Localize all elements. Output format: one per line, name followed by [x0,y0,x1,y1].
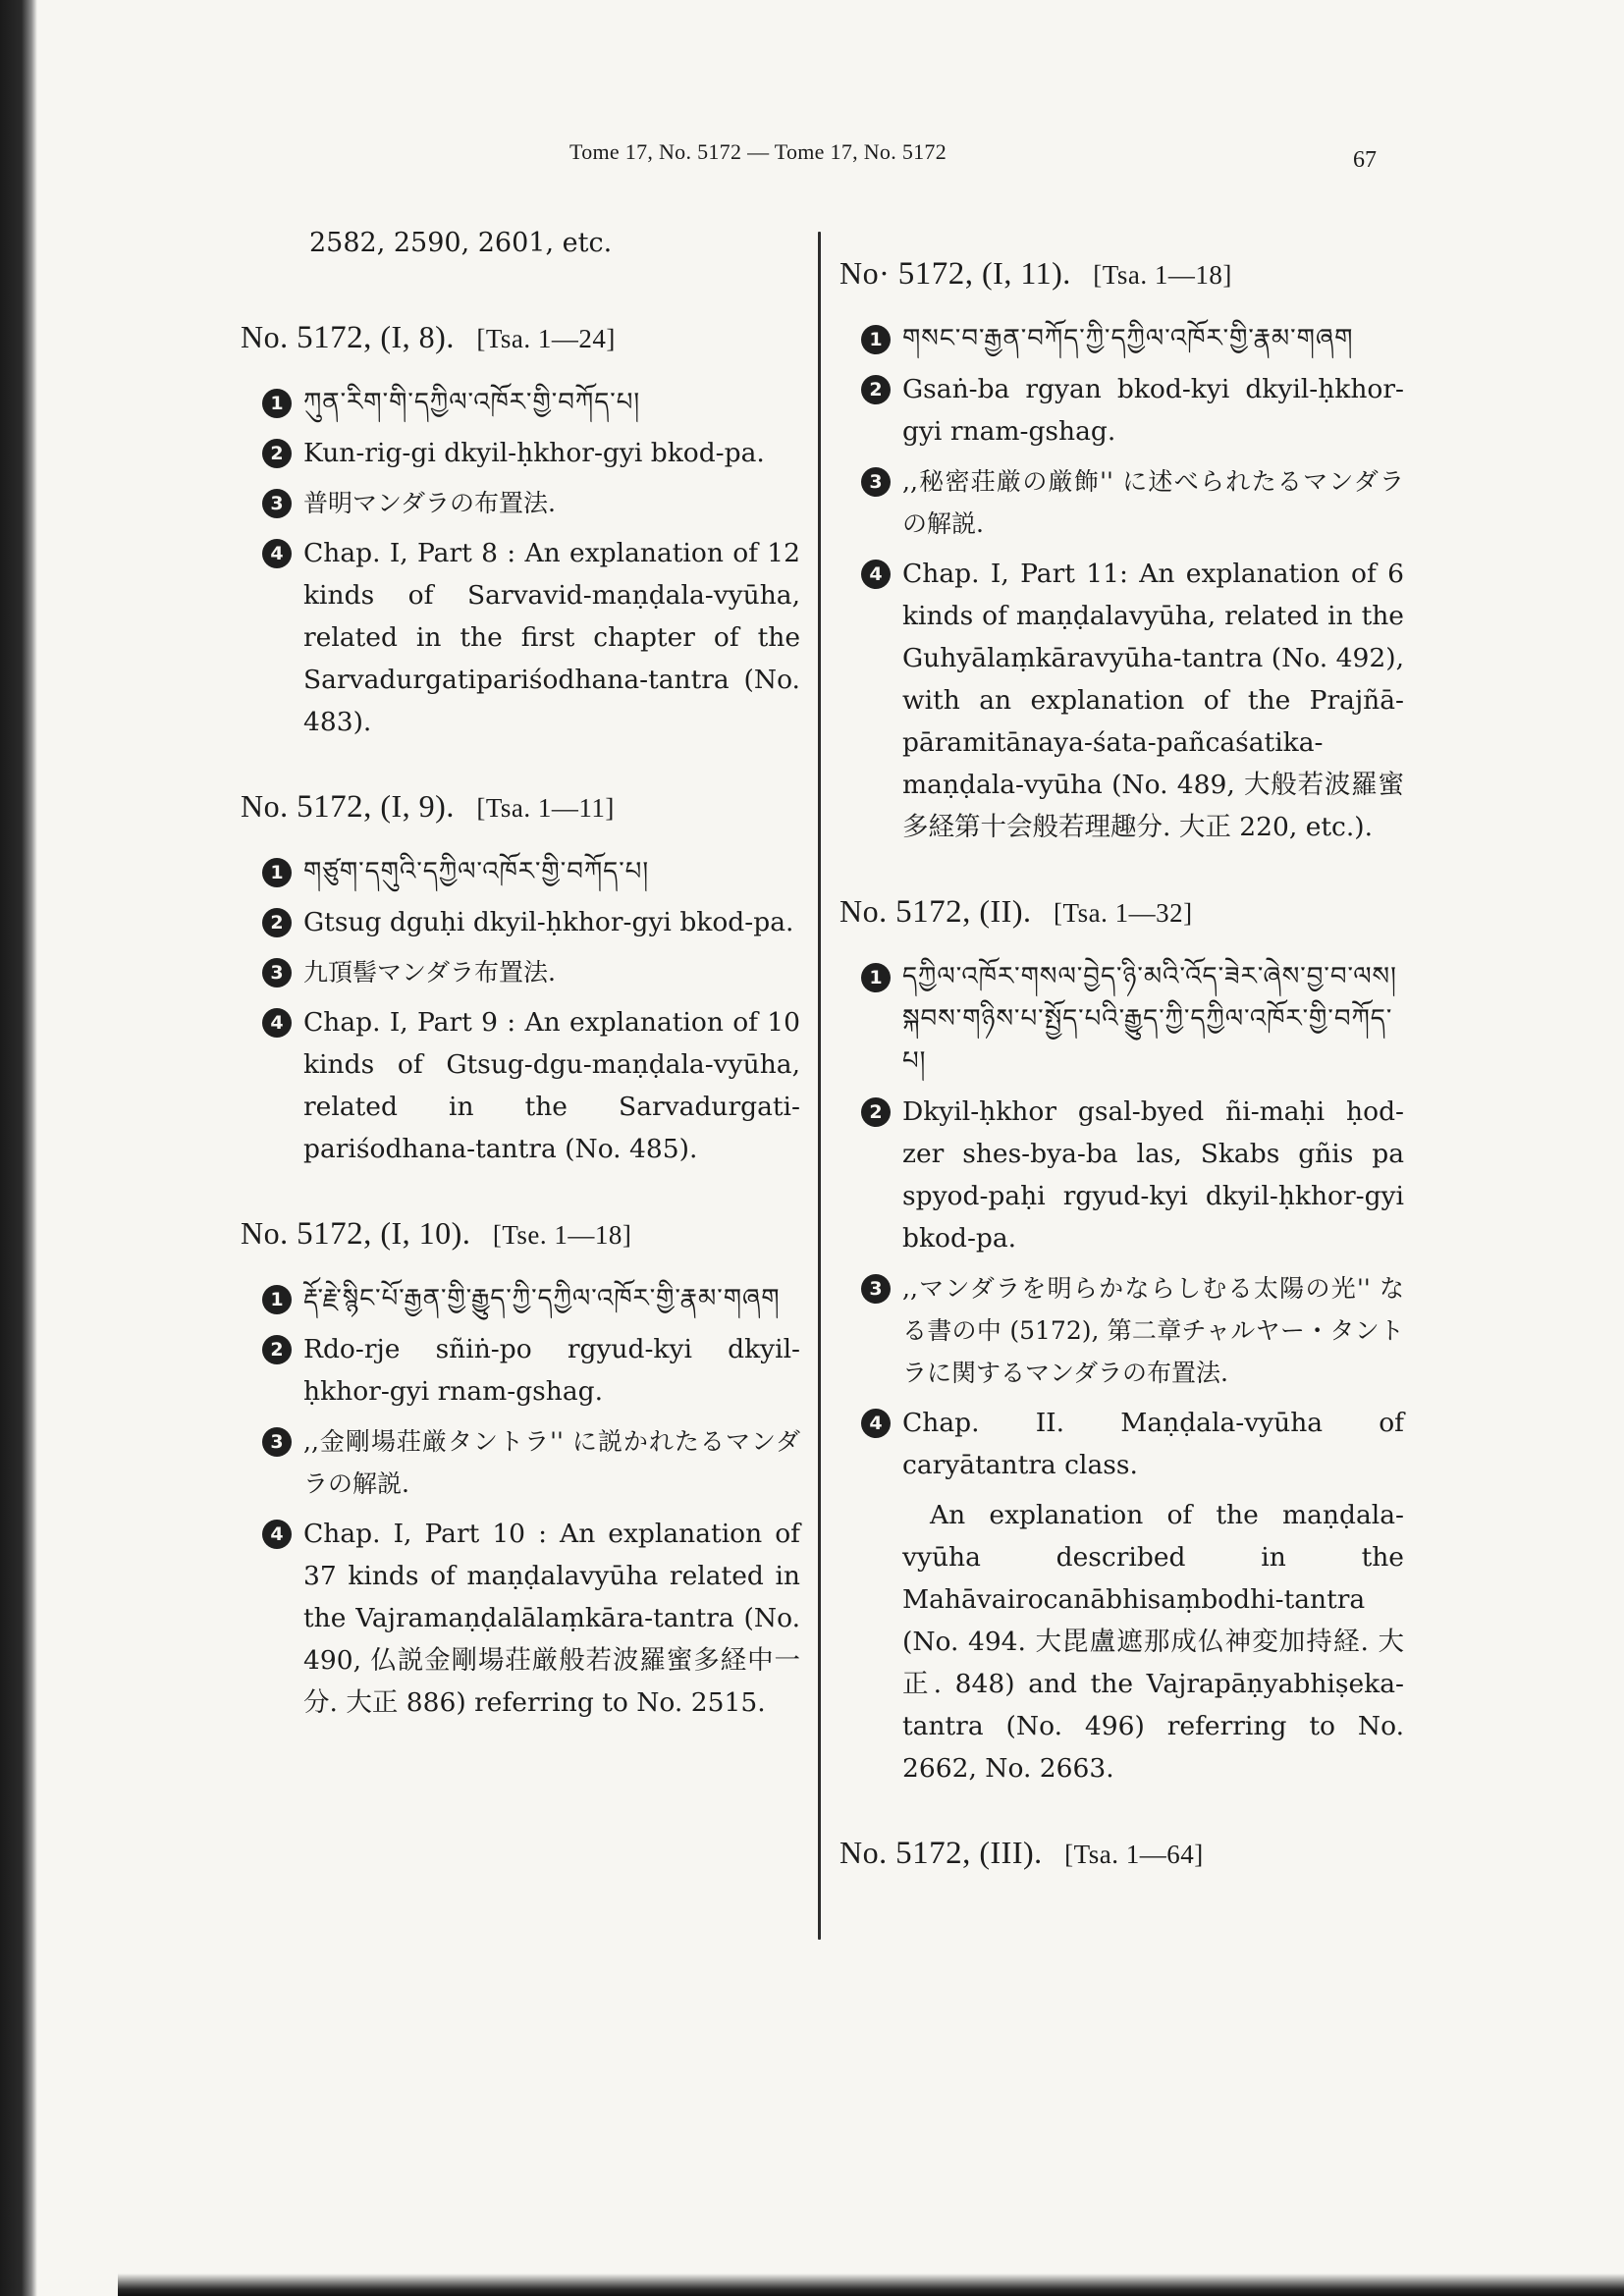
circled-number-marker: 1 [861,325,891,354]
circled-number-marker: 4 [861,1409,891,1438]
item-text: ,,マンダラを明らかならしむる太陽の光'' なる書の中 (5172), 第二章チャルヤー・タントラに関するマンダラの布置法. [902,1274,1404,1387]
entry-number: 5172, [297,1216,372,1252]
catalog-entry [839,893,1404,1789]
entry-no-label: No. [241,319,289,354]
entry-item [241,851,800,893]
entry-reference: [Tsa. 1—11] [476,793,615,823]
entry-item [241,1420,800,1505]
entry-number: 5172, [297,789,372,825]
entry-item [241,532,800,743]
entry-item [241,901,800,943]
entry-subsection: (I, 8). [380,319,455,354]
entry-item [241,951,800,993]
circled-number-marker: 2 [262,1335,292,1364]
entry-number: 5172, [895,1836,971,1871]
catalog-entry [241,1215,800,1724]
entry-reference: [Tsa. 1—32] [1053,898,1193,928]
entry-no-label: No. [241,1215,289,1251]
circled-number-marker: 3 [861,1274,891,1304]
entry-item [241,1328,800,1413]
entry-number: 5172, [897,256,974,292]
item-text: Rdo-rje sñiṅ-po rgyud-kyi dkyil-ḥkhor-gyi rnam-gshag. [303,1334,800,1407]
circled-number-marker: 2 [861,375,891,404]
circled-number-marker: 2 [861,1097,891,1127]
catalog-entry [839,1835,1404,1872]
continued-references: 2582, 2590, 2601, etc. [309,228,613,258]
left-column [241,228,800,1769]
entry-heading [839,255,1404,293]
tibetan-title: རྡོ་རྗེ་སྙིང་པོ་རྒྱན་གྱི་རྒྱུད་ཀྱི་དཀྱིལ་འཁོར་གྱི་རྣམ་གཞག [303,1284,781,1313]
item-text: Chap. I, Part 10 : An explanation of 37 kinds of maṇḍalavyūha related in the Vajramaṇḍalālaṃkāra-tantra (No. 490, 仏説金剛場荘厳般若波羅蜜多経中一分. 大正 886) referring to No. 2515. [303,1519,800,1718]
catalog-entry [241,788,800,1170]
entry-no-label: No. [241,788,289,824]
page-number: 67 [1353,147,1377,173]
entry-number: 5172, [297,320,372,355]
circled-number-marker: 3 [262,1427,292,1457]
column-divider [818,232,821,1940]
entry-number: 5172, [895,894,971,930]
circled-number-marker: 4 [262,1520,292,1549]
entry-item [839,318,1404,360]
entry-reference: [Tse. 1—18] [492,1220,632,1250]
entry-item [839,1091,1404,1259]
entry-item [241,482,800,524]
circled-number-marker: 4 [262,1008,292,1038]
entry-no-label: No· [839,255,891,291]
tibetan-title: ཀུན་རིག་གི་དཀྱིལ་འཁོར་གྱི་བཀོད་པ། [303,388,641,417]
entry-subsection: (III). [979,1835,1043,1870]
item-text: 普明マンダラの布置法. [303,489,556,517]
circled-number-marker: 2 [262,439,292,468]
circled-number-marker: 1 [262,1285,292,1314]
entry-heading [839,893,1404,931]
right-column [839,255,1404,1917]
entry-description: An explanation of the maṇḍala-vyūha described in the Mahāvairocanābhisaṃbodhi-tantra (No. 494. 大毘盧遮那成仏神変加持経. 大正. 848) and the Vajrapāṇyabhiṣeka-tantra (No. 496) referring to No. 2662, No. 2663. [902,1500,1404,1784]
circled-number-marker: 1 [262,389,292,418]
catalog-entry [241,319,800,743]
scan-edge-shadow [0,0,37,2296]
running-title: Tome 17, No. 5172 — Tome 17, No. 5172 [569,139,947,164]
item-text: ,,金剛場荘厳タントラ'' に説かれたるマンダラの解説. [303,1427,800,1498]
item-text: Dkyil-ḥkhor gsal-byed ñi-maḥi ḥod-zer shes-bya-ba las, Skabs gñis pa spyod-paḥi rgyud-kyi dkyil-ḥkhor-gyi bkod-pa. [902,1096,1404,1254]
circled-number-marker: 4 [262,539,292,568]
item-text: Gsaṅ-ba rgyan bkod-kyi dkyil-ḥkhor-gyi rnam-gshag. [902,374,1404,447]
entry-subsection: (I, 9). [380,788,455,824]
entry-reference: [Tsa. 1—24] [476,324,616,353]
entry-item [839,460,1404,545]
circled-number-marker: 2 [262,908,292,937]
entry-item [241,1513,800,1724]
entry-subsection: (I, 10). [380,1215,471,1251]
entry-item [839,956,1404,1083]
circled-number-marker: 1 [861,963,891,992]
item-text: Gtsug dguḥi dkyil-ḥkhor-gyi bkod-pa. [303,907,794,937]
entry-subsection: (II). [979,893,1032,929]
tibetan-title: གཙུག་དགུའི་དཀྱིལ་འཁོར་གྱི་བཀོད་པ། [303,857,650,886]
entry-no-label: No. [839,893,888,929]
entry-item [839,1267,1404,1394]
item-text: Chap. I, Part 9 : An explanation of 10 kinds of Gtsug-dgu-maṇḍala-vyūha, related in the Sarvadurgati-pariśodhana-tantra (No. 485). [303,1007,800,1164]
entry-item [839,368,1404,453]
tibetan-title: གསང་བ་རྒྱན་བཀོད་ཀྱི་དཀྱིལ་འཁོར་གྱི་རྣམ་གཞག [902,324,1354,353]
entry-item [839,553,1404,848]
entry-heading [241,1215,800,1253]
circled-number-marker: 3 [861,467,891,497]
circled-number-marker: 4 [861,560,891,589]
entry-reference: [Tsa. 1—18] [1093,260,1232,290]
scan-bottom-edge [118,2273,1624,2296]
entry-item [241,432,800,474]
entry-subsection: (I, 11). [982,255,1071,291]
entry-item [241,382,800,424]
circled-number-marker: 3 [262,489,292,518]
entry-item [839,1402,1404,1486]
item-text: 九頂髻マンダラ布置法. [303,958,556,987]
item-text: ,,秘密荘厳の厳飾'' に述べられたるマンダラの解説. [902,467,1404,538]
entry-item [241,1278,800,1320]
entry-no-label: No. [839,1835,888,1870]
circled-number-marker: 3 [262,958,292,988]
entry-item [241,1001,800,1170]
item-text: Chap. I, Part 11: An explanation of 6 kinds of maṇḍalavyūha, related in the Guhyālaṃkāravyūha-tantra (No. 492), with an explanation of the Prajñā-pāramitānaya-śata-pañcaśatika-maṇḍala-vyūha (No. 489, 大般若波羅蜜多経第十会般若理趣分. 大正 220, etc.). [902,559,1404,842]
catalog-entry [839,255,1404,848]
circled-number-marker: 1 [262,858,292,887]
item-text: Kun-rig-gi dkyil-ḥkhor-gyi bkod-pa. [303,438,765,468]
entry-reference: [Tsa. 1—64] [1064,1840,1204,1869]
entry-heading [839,1835,1404,1872]
entry-heading [241,319,800,356]
item-text: Chap. I, Part 8 : An explanation of 12 kinds of Sarvavid-maṇḍala-vyūha, related in the first chapter of the Sarvadurgatipariśodhana-tantra (No. 483). [303,538,800,737]
entry-heading [241,788,800,826]
tibetan-title: དཀྱིལ་འཁོར་གསལ་བྱེད་ཉི་མའི་འོད་ཟེར་ཞེས་བྱ་བ་ལས། སྐབས་གཉིས་པ་སྤྱོད་པའི་རྒྱུད་ཀྱི་དཀྱིལ་འཁོར་གྱི་བཀོད་པ། [902,962,1397,1076]
item-text: Chap. II. Maṇḍala-vyūha of caryātantra class. [902,1408,1404,1480]
